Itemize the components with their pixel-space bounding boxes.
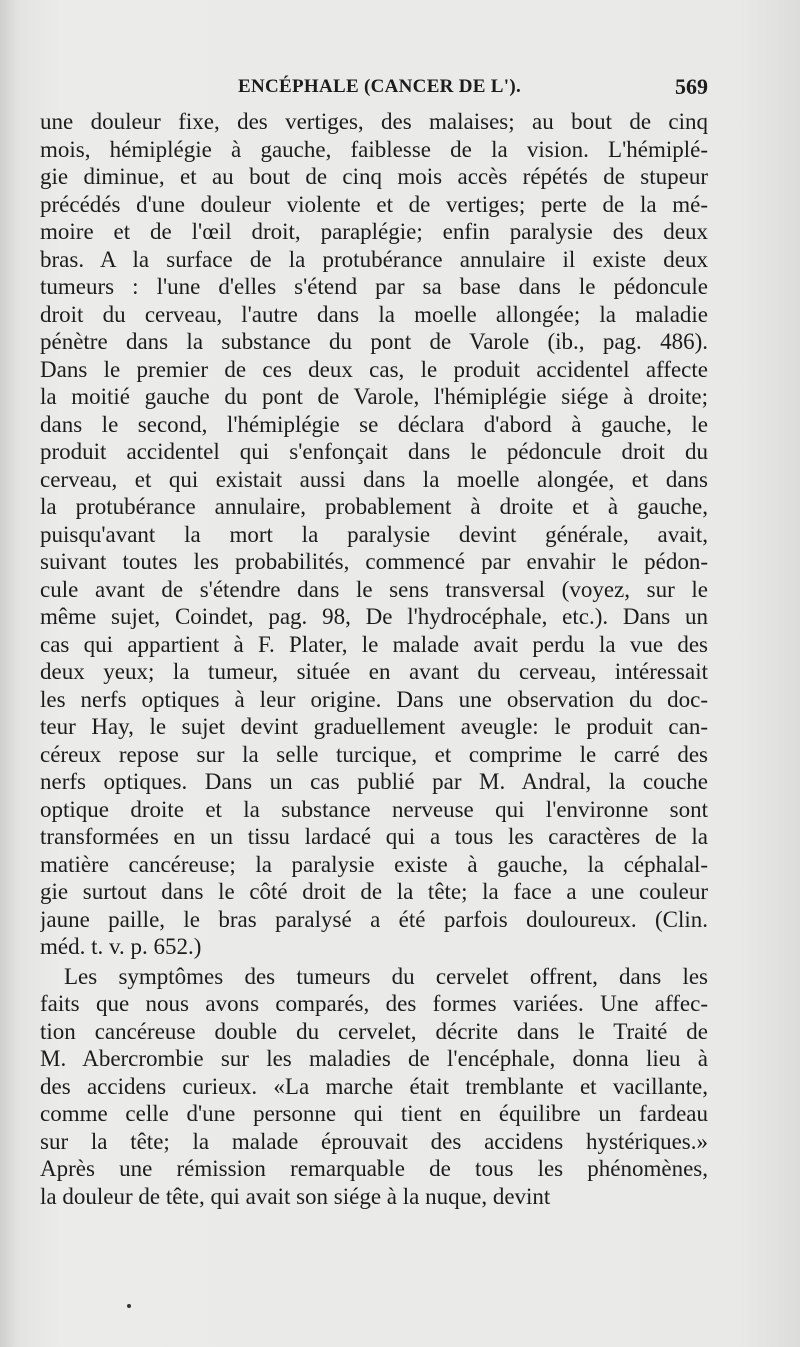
- text-line: la protubérance annulaire, probablement à droite et à gauche,: [40, 494, 708, 519]
- text-line: gie surtout dans le côté droit de la tête; la face a une couleur: [40, 879, 708, 904]
- text-line: cas qui appartient à F. Plater, le malade avait perdu la vue des: [40, 631, 708, 657]
- text-line: jaune paille, le bras paralysé a été parfois douloureux. (Clin.: [40, 906, 708, 932]
- ink-speck: [127, 1304, 131, 1308]
- text-line: comme celle d'une personne qui tient en équilibre un fardeau: [40, 1101, 708, 1126]
- text-line: précédés d'une douleur violente et de vertiges; perte de la mé-: [40, 191, 708, 217]
- text-line: droit du cerveau, l'autre dans la moelle allongée; la maladie: [40, 301, 708, 327]
- text-line: puisqu'avant la mort la paralysie devint générale, avait,: [40, 521, 708, 547]
- running-title: ENCÉPHALE (CANCER DE L').: [238, 76, 522, 97]
- text-line: nerfs optiques. Dans un cas publié par M. Andral, la couche: [40, 769, 708, 794]
- text-line: tion cancéreuse double du cervelet, décrite dans le Traité de: [40, 1018, 708, 1044]
- text-line: moire et de l'œil droit, paraplégie; enfin paralysie des deux: [40, 219, 708, 244]
- text-line: M. Abercrombie sur les maladies de l'encéphale, donna lieu à: [40, 1046, 708, 1071]
- text-line: Après une rémission remarquable de tous les phénomènes,: [40, 1156, 708, 1181]
- paragraph: [40, 963, 708, 1211]
- text-line: mois, hémiplégie à gauche, faiblesse de la vision. L'hémiplé-: [40, 136, 708, 162]
- text-line: la douleur de tête, qui avait son siége à la nuque, devint: [40, 1183, 551, 1209]
- text-line: gie diminue, et au bout de cinq mois accès répétés de stupeur: [40, 164, 708, 189]
- text-line: transformées en un tissu lardacé qui a tous les caractères de la: [40, 824, 708, 849]
- text-line: des accidens curieux. «La marche était tremblante et vacillante,: [40, 1073, 708, 1099]
- text-line: Les symptômes des tumeurs du cervelet offrent, dans les: [64, 963, 708, 989]
- page-number: 569: [675, 74, 708, 99]
- text-line: matière cancéreuse; la paralysie existe à gauche, la céphalal-: [40, 851, 708, 877]
- text-line: une douleur fixe, des vertiges, des malaises; au bout de cinq: [40, 109, 708, 134]
- text-line: méd. t. v. p. 652.): [40, 934, 202, 959]
- text-line: les nerfs optiques à leur origine. Dans une observation du doc-: [40, 686, 708, 712]
- text-line: teur Hay, le sujet devint graduellement aveugle: le produit can-: [40, 714, 708, 739]
- paragraph: [40, 108, 708, 961]
- text-line: sur la tête; la malade éprouvait des accidens hystériques.»: [40, 1128, 708, 1154]
- text-line: cerveau, et qui existait aussi dans la moelle alongée, et dans: [40, 466, 708, 492]
- page-header: [40, 72, 708, 102]
- text-line: la moitié gauche du pont de Varole, l'hémiplégie siége à droite;: [40, 384, 708, 409]
- text-line: deux yeux; la tumeur, située en avant du cerveau, intéressait: [40, 659, 708, 684]
- text-line: optique droite et la substance nerveuse qui l'environne sont: [40, 796, 708, 822]
- text-line: céreux repose sur la selle turcique, et comprime le carré des: [40, 741, 708, 767]
- text-line: faits que nous avons comparés, des formes variées. Une affec-: [40, 991, 708, 1016]
- text-line: bras. A la surface de la protubérance annulaire il existe deux: [40, 246, 708, 272]
- text-line: tumeurs : l'une d'elles s'étend par sa base dans le pédoncule: [40, 274, 708, 299]
- body-text: [40, 108, 708, 1210]
- text-line: suivant toutes les probabilités, commencé par envahir le pédon-: [40, 549, 708, 574]
- text-line: dans le second, l'hémiplégie se déclara d'abord à gauche, le: [40, 411, 708, 437]
- text-line: pénètre dans la substance du pont de Varole (ib., pag. 486).: [40, 329, 708, 354]
- text-line: Dans le premier de ces deux cas, le produit accidentel affecte: [40, 356, 708, 382]
- text-line: même sujet, Coindet, pag. 98, De l'hydrocéphale, etc.). Dans un: [40, 604, 708, 629]
- text-line: cule avant de s'étendre dans le sens transversal (voyez, sur le: [40, 576, 708, 602]
- text-line: produit accidentel qui s'enfonçait dans le pédoncule droit du: [40, 439, 708, 464]
